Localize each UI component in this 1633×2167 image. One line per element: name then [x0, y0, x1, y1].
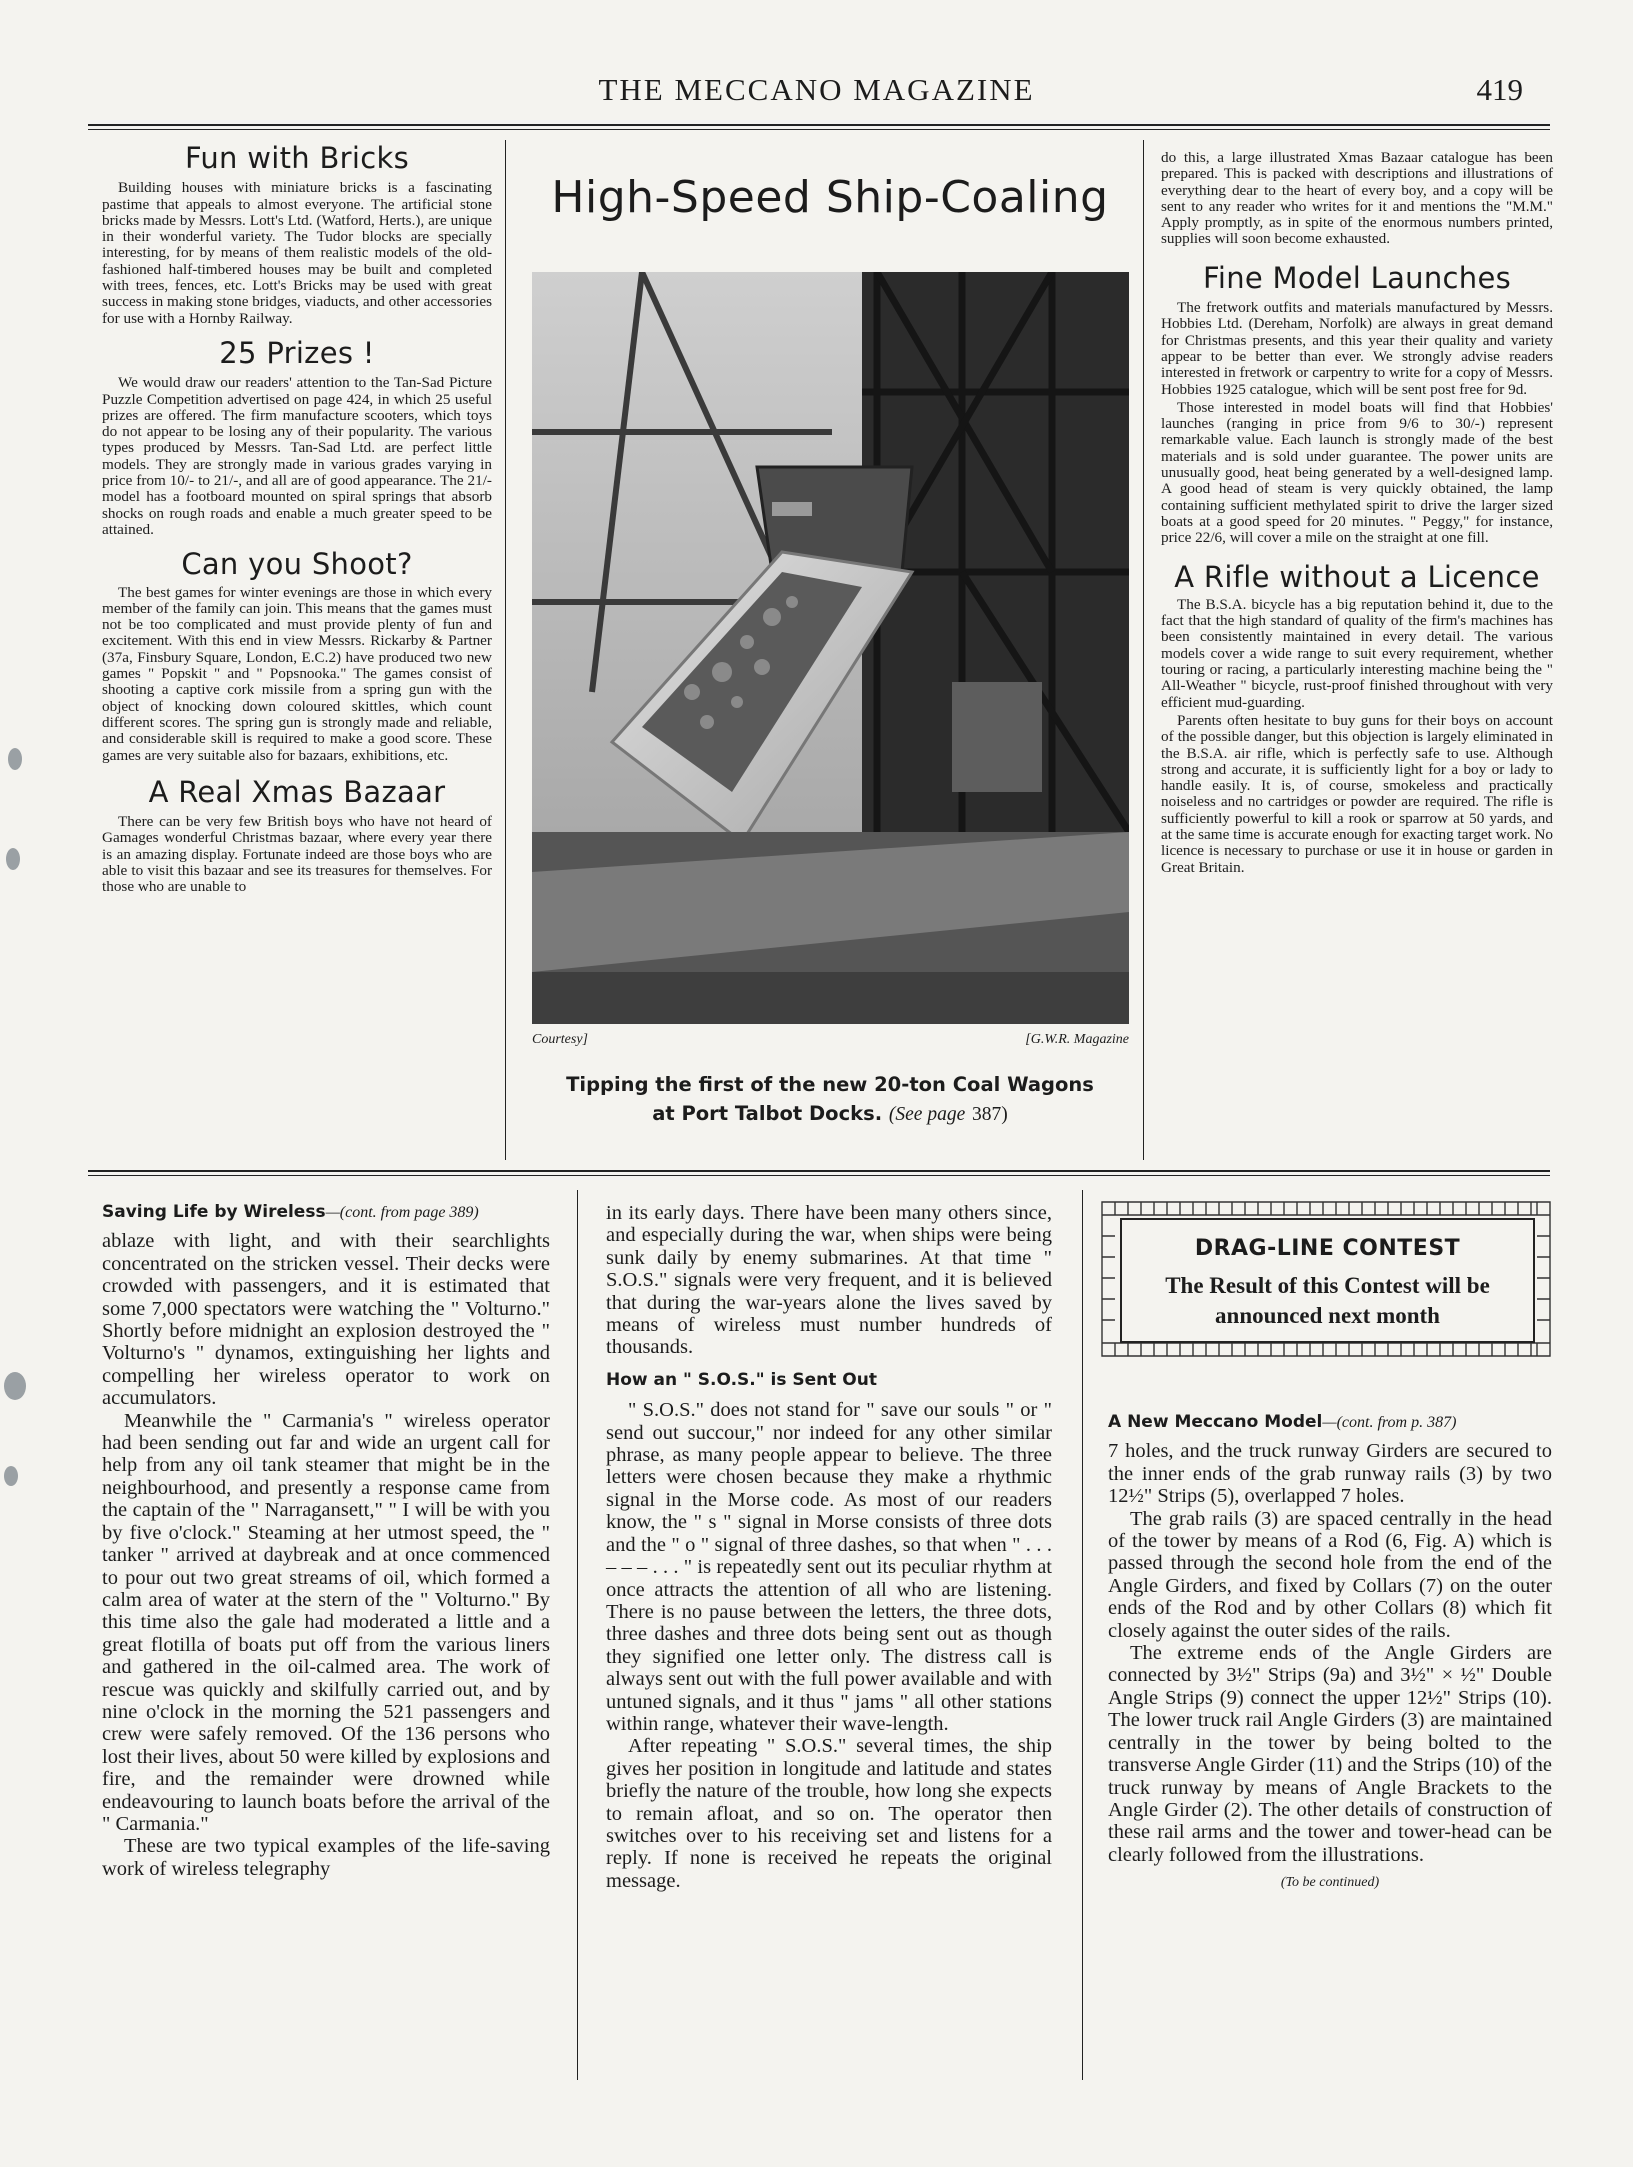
to-be-continued: (To be continued) [1280, 1875, 1380, 1891]
photo-credit-right: [G.W.R. Magazine [1025, 1032, 1129, 1047]
page-number: 419 [1476, 72, 1523, 107]
caption-line-1: Tipping the first of the new 20-ton Coal Wagons [566, 1073, 1094, 1096]
contest-notice [1120, 1218, 1535, 1343]
magazine-title: THE MECCANO MAGAZINE [598, 72, 1035, 107]
rifle-text-2: Parents often hesitate to buy guns for their boys on account of the possible danger, but this objection is largely eliminated in the B.S.A. air rifle, which is perfectly safe to use. Although strong and accurate, it is sufficiently light for a boy or lady to handle easily. It is, of course, smokeless and practically noiseless and no cartridges or powder are required. The rifle is sufficiently powerful to kill a rook or sparrow at 50 yards, and at the same time is accurate enough for exacting target work. No licence is necessary to purchase or use it in house or garden in Great Britain. [1161, 711, 1553, 876]
lower-divider-left [577, 1190, 578, 2080]
coal-wagon-photo [532, 272, 1129, 1024]
contest-line-2: announced next month [1215, 1303, 1440, 1328]
sos-para-3: After repeating " S.O.S." several times, the ship gives her position in longitude and latitude and states briefly the nature of the trouble, how long she expects to remain afloat, and so on. The operator then switches over to his receiving set and listens for a reply. If none is received he repeats the original message. [606, 1735, 1052, 1892]
saving-life-run-head [102, 1200, 550, 1224]
fun-with-bricks-heading: Fun with Bricks [184, 141, 410, 175]
caption-page-ref: 387) [972, 1104, 1008, 1125]
drag-line-contest-box [1100, 1200, 1552, 1358]
caption-line-2 [520, 1099, 1140, 1129]
scan-artifact [8, 748, 22, 770]
model-launches-text-1: The fretwork outfits and materials manufactured by Messrs. Hobbies Ltd. (Dereham, Norfolk) are always in great demand for Christmas presents, and this year their quality and variety appear to be better than ever. We strongly advise readers interested in fretwork or carpentry to write for a copy of Messrs. Hobbies 1925 catalogue, which will be sent post free for 9d. [1161, 299, 1553, 398]
model-launches-heading: Fine Model Launches [1202, 260, 1512, 295]
right-column [1161, 150, 1553, 878]
prizes-heading: 25 Prizes ! [219, 335, 375, 370]
contest-line-1: The Result of this Contest will be [1165, 1273, 1490, 1298]
caption-see-page: (See page [888, 1104, 966, 1125]
contest-title: DRAG-LINE CONTEST [1194, 1236, 1461, 1261]
model-launches-text-2: Those interested in model boats will find that Hobbies' launches (ranging in price from 9/6 to 30/-) represent remarkable value. Each launch is strongly made of the best materials and is sold under guarantee. The power units are unusually good, heat being generated by a well-designed lamp. A good head of steam is very quickly obtained, the lamp containing sufficient methylated spirit to drive the larger sized boats at a good speed for 20 minutes. " Peggy," for instance, price 22/6, will cover a mile on the straight at one fill. [1161, 398, 1553, 547]
left-column [102, 141, 492, 898]
column-divider-left [505, 140, 506, 1160]
masthead [0, 72, 1633, 114]
meccano-model-para-2: The grab rails (3) are spaced centrally in the head of the tower by means of a Rod (6, Fig. A) which is passed through the second hole from the end of the Angle Girders, and fixed by Collars (7) on the outer ends of the Rod and by other Collars (8) which fit closely against the outer sides of the rails. [1108, 1507, 1552, 1642]
xmas-bazaar-heading: A Real Xmas Bazaar [148, 774, 446, 809]
caption-location: at Port Talbot Docks. [652, 1102, 883, 1125]
scan-artifact [6, 848, 20, 870]
saving-life-para-2: Meanwhile the " Carmania's " wireless operator had been sending out far and wide an urgent call for help from any oil tank steamer that might be in the neighbourhood, and presently a response came from the captain of the " Narragansett," " I will be with you by five o'clock." Steaming at her utmost speed, the " tanker " arrived at daybreak and at once commenced to pour out two great streams of oil, which formed a calm area of water at the stern of the " Volturno." By this time also the gale had moderated a little and a great flotilla of boats put off from the various liners and gathered in the oil-calmed area. The work of rescue was quickly and skilfully carried out, and by nine o'clock in the morning the 521 passengers and crew were safely removed. Of the 136 persons who lost their lives, about 50 were killed by explosions and fire, and the remainder were drowned while endeavouring to launch boats before the arrival of the " Carmania." [102, 1409, 550, 1835]
scan-artifact [4, 1372, 26, 1400]
rifle-heading: A Rifle without a Licence [1174, 559, 1540, 594]
saving-life-title: Saving Life by Wireless [102, 1202, 326, 1222]
rifle-text-1: The B.S.A. bicycle has a big reputation behind it, due to the fact that the high standard of quality of the firm's machines has been consistently maintained in every detail. The various models cover a wide range to suit every requirement, whether touring or racing, a particularly interesting machine being the " All-Weather " bicycle, rust-proof finished throughout with very efficient mud-guarding. [1161, 595, 1553, 711]
meccano-model-para-3: The extreme ends of the Angle Girders are connected by 3½" Strips (9a) and 3½" × ½" Double Angle Strips (9) connect the upper 12½" Strips (10). The lower truck rail Angle Girders (3) are maintained centrally in the tower by being bolted to the transverse Angle Girder (11) and the Strips (10) of the truck runway by means of Angle Brackets to the Angle Girder (2). The other details of construction of these rail arms and the tower and tower-head can be clearly followed from the illustrations. [1108, 1642, 1552, 1866]
sos-subheading: How an " S.O.S." is Sent Out [606, 1369, 877, 1390]
saving-life-para-3: These are two typical examples of the life-saving work of wireless telegraphy [102, 1835, 550, 1880]
saving-life-para-1: ablaze with light, and with their searchlights concentrated on the stricken vessel. Their decks were crowded with passengers, and it is estimated that some 7,000 spectators were watching the " Volturno." Shortly before midnight an explosion destroyed the " Volturno's " dynamos, extinguishing her lights and compelling her wireless operator to work on accumulators. [102, 1230, 550, 1410]
bazaar-continued-text: do this, a large illustrated Xmas Bazaar catalogue has been prepared. This is packed with descriptions and illustrations of everything dear to the heart of every boy, and a copy will be sent to any reader who writes for it and mentions the "M.M." Apply promptly, as in spite of the enormous numbers printed, supplies will soon become exhausted. [1161, 149, 1553, 248]
sos-para-1: in its early days. There have been many others since, and especially during the war, when ships were being sunk daily by enemy submarines. At that time " S.O.S." signals were very frequent, and it is believed that during the war-years alone the lives saved by means of wireless must number hundreds of thousands. [606, 1202, 1052, 1359]
photo-illustration [532, 272, 1129, 1024]
ship-coaling-headline: High-Speed Ship-Coaling [551, 172, 1109, 223]
saving-life-column [102, 1200, 550, 1880]
prizes-text: We would draw our readers' attention to the Tan-Sad Picture Puzzle Competition advertised on page 424, in which 25 useful prizes are offered. The firm manufacture scooters, which toys do not appear to be losing any of their popularity. The various types produced by Messrs. Tan-Sad Ltd. are perfect little models. They are strongly made in various grades varying in price from 10/- to 21/-, and all are of good appearance. The 21/- model has a footboard mounted on spiral springs that absorb shocks on rough roads and enable a much greater speed to be attained. [102, 374, 492, 538]
sos-column [606, 1202, 1052, 1892]
xmas-bazaar-text: There can be very few British boys who have not heard of Gamages wonderful Christmas bazaar, where every year there is an amazing display. Fortunate indeed are those boys who are able to visit this bazaar and see its treasures for themselves. For those who are unable to [102, 813, 492, 896]
meccano-model-title: A New Meccano Model [1108, 1412, 1323, 1432]
fun-with-bricks-text: Building houses with miniature bricks is a fascinating pastime that appeals to almost everyone. The artificial stone bricks made by Messrs. Lott's Ltd. (Watford, Herts.), are unique in their wonderful variety. The Tudor blocks are specially interesting, for by means of them realistic models of the old-fashioned half-timbered houses may be built and completed with trees, fences, etc. Lott's Bricks may be used with great success in making stone bridges, viaducts, and other accessories for use with a Hornby Railway. [102, 179, 492, 327]
can-you-shoot-heading: Can you Shoot? [181, 547, 413, 582]
section-rule-bottom [88, 1175, 1550, 1176]
saving-life-cont: —(cont. from page 389) [325, 1204, 479, 1221]
column-divider-right [1143, 140, 1144, 1160]
meccano-model-run-head [1108, 1410, 1552, 1434]
can-you-shoot-text: The best games for winter evenings are those in which every member of the family can join. This means that the games must not be too complicated and must provide plenty of fun and excitement. With this end in view Messrs. Rickarby & Partner (37a, Finsbury Square, London, E.C.2) have produced two new games " Popskit " and " Popsnooka." The games consist of shooting a captive cork missile from a spring gun with the object of knocking down coloured skittles, which count different scores. The spring gun is strongly made and reliable, and considerable skill is required to make a good score. These games are very suitable also for bazaars, exhibitions, etc. [102, 583, 492, 764]
meccano-model-cont: —(cont. from p. 387) [1322, 1414, 1457, 1431]
section-rule-top [88, 1170, 1550, 1172]
photo-caption [520, 1070, 1140, 1129]
photo-credit-left: Courtesy] [532, 1032, 588, 1047]
lower-divider-right [1082, 1190, 1083, 2080]
meccano-model-para-1: 7 holes, and the truck runway Girders are secured to the inner ends of the grab runway rails (3) by two 12½" Strips (5), overlapped 7 holes. [1108, 1440, 1552, 1508]
header-rule-top [88, 124, 1550, 126]
sos-para-2: " S.O.S." does not stand for " save our souls " or " send out succour," nor indeed for any other similar phrase, as many people appear to believe. The three letters were chosen because they make a rhythmic signal in the Morse code. As most of our readers know, the " s " signal in Morse consists of three dots and the " o " signal of three dashes, so that when " . . . – – – . . . " is repeatedly sent out its peculiar rhythm at once attracts the attention of all who are listening. There is no pause between the letters, the three dots, three dashes and three dots being sent out as though they signified one letter only. The distress call is always sent out with the full power available and with untuned signals, and it thus " jams " all other stations within range, whatever their wave-length. [606, 1399, 1052, 1735]
header-rule-bottom [88, 129, 1550, 130]
scan-artifact [4, 1466, 18, 1486]
meccano-model-column [1108, 1410, 1552, 1895]
